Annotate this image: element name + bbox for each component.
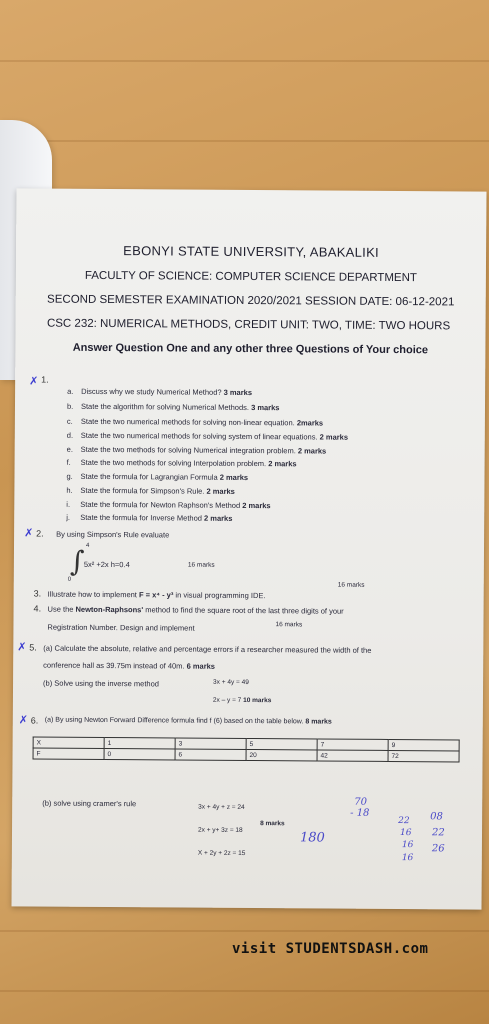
- integral-lower-limit: 0: [67, 576, 72, 583]
- table-cell: 9: [388, 739, 459, 750]
- university-title: EBONYI STATE UNIVERSITY, ABAKALIKI: [123, 243, 380, 260]
- handwritten-note: 26: [431, 843, 445, 855]
- q4-line1: Use the Newton-Raphsons' method to find the square root of the last three digits of your: [47, 604, 344, 616]
- q5-eq1: 3x + 4y = 49: [213, 678, 249, 687]
- handwritten-mark: ✗: [17, 640, 27, 654]
- table-cell: 3: [175, 738, 246, 749]
- table-cell: 7: [317, 739, 388, 750]
- table-cell: 6: [175, 749, 246, 760]
- handwritten-mark: ✗: [24, 526, 34, 540]
- table-cell: 20: [246, 749, 317, 760]
- q1-item: h. State the formula for Simpson's Rule. 2 marks: [66, 485, 235, 496]
- handwritten-note: - 18: [350, 807, 370, 819]
- q4-line2: Registration Number. Design and implement: [47, 622, 195, 633]
- q6-eq1: 3x + 4y + z = 24: [198, 803, 245, 811]
- q5-eq2: 2x – y = 7 10 marks: [212, 696, 272, 705]
- table-cell: 0: [104, 748, 175, 759]
- handwritten-note: 16: [401, 853, 414, 864]
- handwritten-note: 08: [430, 811, 443, 823]
- q1-item: j. State the formula for Inverse Method 2 marks: [66, 512, 233, 523]
- handwritten-note: 16: [401, 840, 414, 851]
- q3-number: 3.: [33, 588, 42, 599]
- handwritten-note: 16: [399, 828, 412, 839]
- handwritten-mark: ✗: [29, 374, 39, 388]
- table-cell: 72: [388, 750, 459, 761]
- q1-number: 1.: [41, 374, 49, 385]
- q2-text: By using Simpson's Rule evaluate: [56, 529, 170, 540]
- q6-data-table: [33, 736, 460, 762]
- q1-item: g. State the formula for Lagrangian Formula 2 marks: [66, 471, 249, 482]
- q1-item: a. Discuss why we study Numerical Method? 3 marks: [67, 386, 253, 398]
- instruction: Answer Question One and any other three Questions of Your choice: [72, 341, 429, 357]
- q3-marks: 16 marks: [337, 581, 365, 589]
- handwritten-note: 70: [354, 796, 368, 808]
- q6-number: 6.: [30, 715, 39, 726]
- q2-marks: 16 marks: [187, 561, 215, 569]
- handwritten-signature: 180: [299, 830, 325, 846]
- q1-item: f. State the two methods for solving Interpolation problem. 2 marks: [66, 457, 297, 469]
- q1-item: d. State the two numerical methods for solving system of linear equations. 2 marks: [66, 430, 349, 442]
- table-cell: 5: [246, 738, 317, 749]
- q2-integrand: 5x² +2x h=0.4: [83, 559, 130, 570]
- q3-text: Illustrate how to implement F = x⁴ - y³ in visual programming IDE.: [47, 589, 266, 601]
- table-cell: 42: [317, 750, 388, 761]
- q2-number: 2.: [36, 528, 44, 539]
- table-cell: F: [33, 748, 104, 759]
- q1-item: i. State the formula for Newton Raphson's Method 2 marks: [66, 499, 271, 511]
- q1-item: b. State the algorithm for solving Numerical Methods. 3 marks: [66, 401, 280, 413]
- q6-part-b: (b) solve using cramer's rule: [42, 798, 137, 809]
- exam-paper: [11, 188, 486, 909]
- course-title: CSC 232: NUMERICAL METHODS, CREDIT UNIT: TWO, TIME: TWO HOURS: [46, 317, 451, 333]
- q6-eq3: X + 2y + 2z = 15: [197, 849, 246, 857]
- table-row: [33, 748, 459, 762]
- q1-item: e. State the two methods for solving Numerical integration problem. 2 marks: [66, 444, 327, 456]
- q6-eq2: 2x + y+ 3z = 18: [198, 826, 243, 834]
- handwritten-note: 22: [398, 816, 410, 827]
- q5-part-b: (b) Solve using the inverse method: [43, 678, 159, 689]
- q5-line1: (a) Calculate the absolute, relative and percentage errors if a researcher measured the width of the: [43, 643, 372, 655]
- q5-number: 5.: [29, 642, 37, 653]
- table-cell: 1: [104, 737, 175, 748]
- integral-sign-icon: ∫: [69, 544, 85, 578]
- handwritten-mark: ✗: [18, 713, 29, 727]
- faculty-title: FACULTY OF SCIENCE: COMPUTER SCIENCE DEPARTMENT: [84, 269, 417, 285]
- q1-item: c. State the two numerical methods for solving non-linear equation. 2marks: [66, 416, 324, 428]
- integral-upper-limit: 4: [85, 542, 90, 549]
- q6-marks-b: 8 marks: [260, 820, 285, 828]
- q5-line2: conference hall as 39.75m instead of 40m. 6 marks: [43, 660, 216, 671]
- watermark-footer: visit STUDENTSDASH.com: [232, 941, 429, 957]
- q4-marks: 16 marks: [275, 621, 303, 629]
- exam-title: SECOND SEMESTER EXAMINATION 2020/2021 SESSION DATE: 06-12-2021: [47, 293, 455, 309]
- q4-number: 4.: [33, 603, 42, 614]
- table-cell: X: [33, 737, 104, 748]
- handwritten-note: 22: [431, 827, 445, 839]
- q6-text: (a) By using Newton Forward Difference formula find f (6) based on the table below. 8 marks: [44, 716, 332, 726]
